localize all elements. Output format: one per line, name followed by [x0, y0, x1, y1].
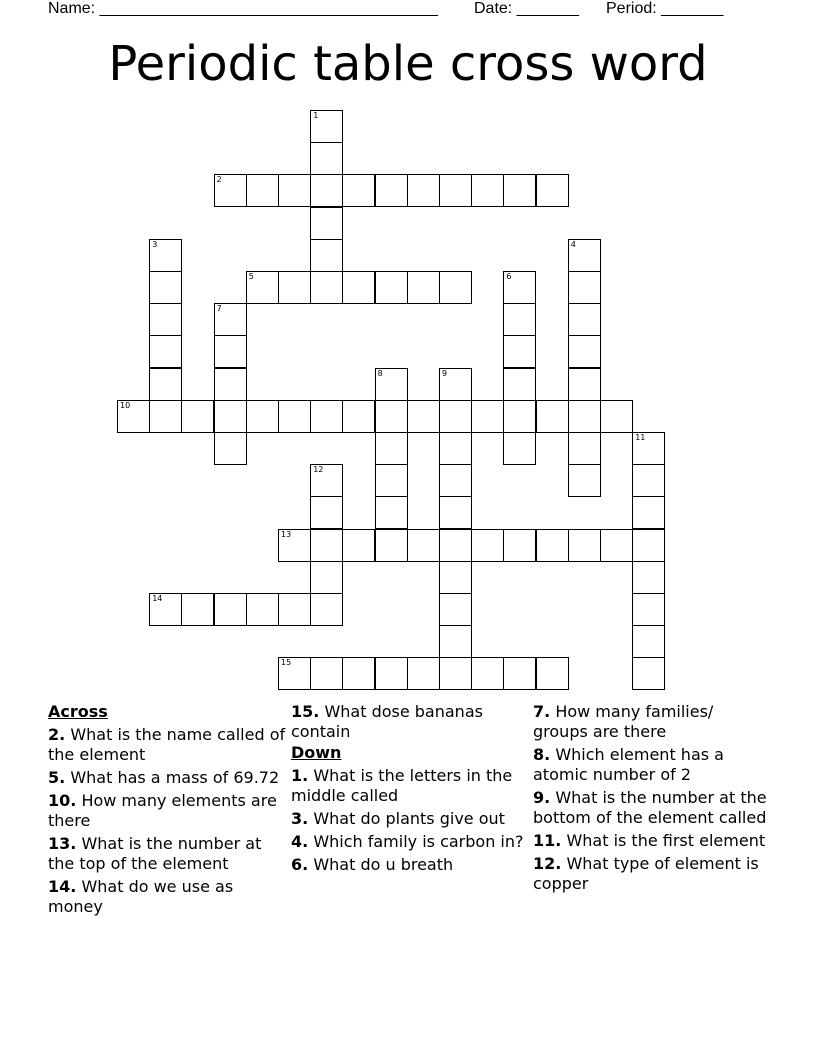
grid-cell[interactable]	[310, 464, 343, 497]
grid-cell[interactable]	[149, 400, 182, 433]
grid-cell[interactable]	[503, 529, 536, 562]
grid-cell[interactable]	[568, 400, 601, 433]
grid-cell[interactable]	[407, 657, 440, 690]
grid-cell[interactable]	[632, 593, 665, 626]
grid-cell[interactable]	[536, 174, 569, 207]
page-title: Periodic table cross word	[108, 36, 708, 92]
grid-cell[interactable]	[375, 496, 408, 529]
date-field[interactable]: Date: _______	[474, 0, 579, 17]
clue-number: 14	[152, 594, 163, 603]
grid-cell[interactable]	[181, 593, 214, 626]
grid-cell[interactable]	[503, 271, 536, 304]
grid-cell[interactable]	[536, 400, 569, 433]
grid-cell[interactable]	[310, 271, 343, 304]
grid-cell[interactable]	[568, 239, 601, 272]
clue-number: 11	[635, 433, 646, 442]
grid-cell[interactable]	[375, 174, 408, 207]
grid-cell[interactable]	[439, 271, 472, 304]
grid-cell[interactable]	[471, 529, 504, 562]
grid-cell[interactable]	[375, 657, 408, 690]
clue-across-14: 14. What do we use as money	[48, 877, 234, 916]
clue-number: 8	[377, 368, 383, 378]
clue-number: 7	[216, 304, 222, 314]
clue-down-7: 7. How many families/ groups are there	[533, 702, 714, 741]
grid-cell[interactable]	[568, 432, 601, 465]
clue-down-6: 6. What do u breath	[291, 855, 454, 874]
grid-cell[interactable]	[214, 400, 247, 433]
grid-cell[interactable]	[568, 271, 601, 304]
grid-cell[interactable]	[439, 529, 472, 562]
grid-cell[interactable]	[439, 496, 472, 529]
clue-number: 1	[313, 111, 319, 120]
grid-cell[interactable]	[568, 368, 601, 401]
grid-cell[interactable]	[536, 529, 569, 562]
clue-number: 2	[216, 175, 222, 185]
grid-cell[interactable]	[503, 368, 536, 401]
grid-cell[interactable]	[278, 593, 311, 626]
grid-cell[interactable]	[375, 432, 408, 465]
across-heading: Across	[48, 702, 108, 721]
grid-cell[interactable]	[375, 464, 408, 497]
grid-cell[interactable]	[471, 400, 504, 433]
grid-cell[interactable]	[632, 496, 665, 529]
grid-cell[interactable]	[214, 593, 247, 626]
grid-cell[interactable]	[407, 271, 440, 304]
grid-cell[interactable]	[342, 657, 375, 690]
grid-cell[interactable]	[149, 593, 182, 626]
grid-cell[interactable]	[149, 271, 182, 304]
grid-cell[interactable]	[375, 271, 408, 304]
grid-cell[interactable]	[214, 174, 247, 207]
grid-cell[interactable]	[310, 207, 343, 240]
grid-cell[interactable]	[310, 174, 343, 207]
grid-cell[interactable]	[375, 529, 408, 562]
clue-down-3: 3. What do plants give out	[291, 809, 505, 828]
grid-cell[interactable]	[310, 593, 343, 626]
grid-cell[interactable]	[310, 400, 343, 433]
grid-cell[interactable]	[568, 335, 601, 368]
grid-cell[interactable]	[246, 400, 279, 433]
grid-cell[interactable]	[214, 432, 247, 465]
grid-cell[interactable]	[568, 529, 601, 562]
grid-cell[interactable]	[310, 142, 343, 175]
grid-cell[interactable]	[503, 335, 536, 368]
grid-cell[interactable]	[407, 400, 440, 433]
grid-cell[interactable]	[149, 239, 182, 272]
grid-cell[interactable]	[278, 529, 311, 562]
period-field[interactable]: Period: _______	[606, 0, 724, 17]
grid-cell[interactable]	[471, 657, 504, 690]
grid-cell[interactable]	[503, 432, 536, 465]
clue-number: 5	[248, 272, 254, 281]
clues-column-2	[291, 701, 529, 875]
grid-cell[interactable]	[600, 400, 633, 433]
grid-cell[interactable]	[407, 174, 440, 207]
clue-number: 4	[570, 239, 576, 249]
grid-cell[interactable]	[439, 174, 472, 207]
clue-number: 9	[442, 368, 448, 378]
grid-cell[interactable]	[342, 174, 375, 207]
clues-column-3	[533, 701, 771, 894]
clue-down-12: 12. What type of element is copper	[533, 854, 759, 893]
grid-cell[interactable]	[439, 464, 472, 497]
grid-cell[interactable]	[632, 464, 665, 497]
clue-down-9: 9. What is the number at the bottom of the element called	[533, 788, 767, 827]
grid-cell[interactable]	[568, 464, 601, 497]
grid-cell[interactable]	[439, 593, 472, 626]
grid-cell[interactable]	[310, 561, 343, 594]
clue-across-13: 13. What is the number at the top of the element	[48, 834, 262, 873]
grid-cell[interactable]	[149, 303, 182, 336]
grid-cell[interactable]	[278, 271, 311, 304]
grid-cell[interactable]	[214, 368, 247, 401]
grid-cell[interactable]	[342, 529, 375, 562]
grid-cell[interactable]	[632, 561, 665, 594]
clue-across-10: 10. How many elements are there	[48, 791, 277, 830]
grid-cell[interactable]	[214, 303, 247, 336]
clue-number: 10	[120, 400, 131, 410]
clue-down-1: 1. What is the letters in the middle called	[291, 766, 513, 805]
clue-across-2: 2. What is the name called of the element	[48, 725, 286, 764]
grid-cell[interactable]	[246, 174, 279, 207]
name-field[interactable]: Name: ______________________________________	[48, 0, 438, 17]
clue-number: 3	[152, 239, 158, 249]
grid-cell[interactable]	[632, 529, 665, 562]
grid-cell[interactable]	[310, 529, 343, 562]
clue-down-4: 4. Which family is carbon in?	[291, 832, 524, 851]
clue-across-5: 5. What has a mass of 69.72	[48, 768, 280, 787]
clue-number: 12	[313, 465, 324, 475]
grid-cell[interactable]	[342, 400, 375, 433]
grid-cell[interactable]	[149, 335, 182, 368]
grid-cell[interactable]	[503, 303, 536, 336]
grid-cell[interactable]	[246, 593, 279, 626]
grid-cell[interactable]	[632, 657, 665, 690]
down-heading: Down	[291, 743, 342, 762]
grid-cell[interactable]	[632, 432, 665, 465]
grid-cell[interactable]	[310, 110, 343, 143]
grid-cell[interactable]	[439, 657, 472, 690]
grid-cell[interactable]	[117, 400, 150, 433]
grid-cell[interactable]	[439, 368, 472, 401]
grid-cell[interactable]	[632, 625, 665, 658]
grid-cell[interactable]	[342, 271, 375, 304]
grid-cell[interactable]	[503, 174, 536, 207]
grid-cell[interactable]	[375, 368, 408, 401]
grid-cell[interactable]	[246, 271, 279, 304]
grid-cell[interactable]	[439, 432, 472, 465]
clue-number: 6	[506, 272, 512, 281]
grid-cell[interactable]	[278, 174, 311, 207]
clue-down-8: 8. Which element has a atomic number of 2	[533, 745, 724, 784]
grid-cell[interactable]	[375, 400, 408, 433]
grid-cell[interactable]	[439, 400, 472, 433]
grid-cell[interactable]	[600, 529, 633, 562]
grid-cell[interactable]	[439, 625, 472, 658]
grid-cell[interactable]	[536, 657, 569, 690]
grid-cell[interactable]	[568, 303, 601, 336]
grid-cell[interactable]	[503, 657, 536, 690]
grid-cell[interactable]	[310, 657, 343, 690]
clue-number: 13	[281, 529, 292, 539]
grid-cell[interactable]	[149, 368, 182, 401]
grid-cell[interactable]	[310, 496, 343, 529]
clue-number: 15	[281, 658, 292, 668]
grid-cell[interactable]	[503, 400, 536, 433]
grid-cell[interactable]	[214, 335, 247, 368]
grid-cell[interactable]	[181, 400, 214, 433]
clue-down-11: 11. What is the first element	[533, 831, 766, 850]
grid-cell[interactable]	[407, 529, 440, 562]
clue-across-15: 15. What dose bananas contain	[291, 702, 483, 741]
clues-column-1	[48, 701, 286, 917]
grid-cell[interactable]	[278, 657, 311, 690]
grid-cell[interactable]	[310, 239, 343, 272]
grid-cell[interactable]	[471, 174, 504, 207]
grid-cell[interactable]	[278, 400, 311, 433]
grid-cell[interactable]	[439, 561, 472, 594]
